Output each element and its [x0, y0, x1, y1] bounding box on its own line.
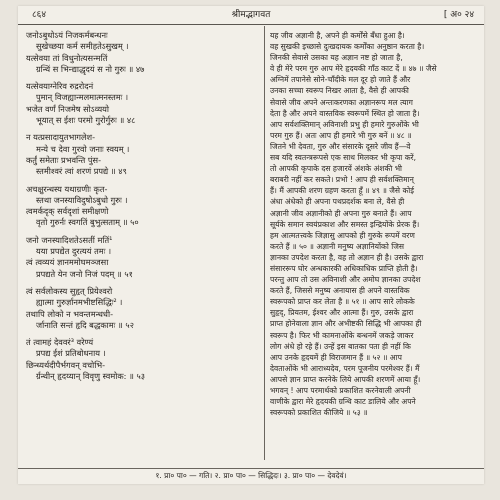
- verse-line: छिन्ध्यर्थदीपैर्भगवन् वचोभि-: [26, 359, 106, 370]
- verse-line: त्वं सर्वलोकस्य सुहृत् प्रियेश्वरो: [26, 285, 113, 296]
- verse-line: कर्तुं समेताः प्रभवन्ति पुंस-: [26, 154, 102, 165]
- chapter-marker: [ अ० २४: [443, 10, 474, 20]
- book-page: [18, 6, 484, 484]
- verse-52: [26, 286, 258, 331]
- verse-line: ग्रन्थिं स भिन्द्याद्धृदयं स नो गुरुः ॥ ४७: [36, 63, 145, 74]
- translation-line: हम आत्मतत्त्वके जिज्ञासु आपको ही गुरुके रूपमें वरण: [270, 230, 415, 240]
- verse-line: प्रपद्यते येन जनो निजं पदम् ॥ ५१: [36, 268, 133, 279]
- translation-line: जिनकी सेवासे उसका यह अज्ञान नष्ट हो जाता है,: [270, 53, 403, 63]
- verse-line: ह्यात्मा गुरुर्ज्ञानमभीष्टसिद्धिः² ।: [36, 297, 123, 308]
- verse-line: तथापि लोको न भवन्तमन्धधी-: [26, 308, 114, 319]
- verse-line: मन्ये च देवा गुरवो जनाः स्वयम् ।: [36, 143, 130, 154]
- translation-line: तो आपकी कृपाके दस हजारवें अंशके अंशकी भी: [270, 164, 403, 174]
- translation-line: जितने भी देवता, गुरु और संसारके दूसरे जीव हैं—वे: [270, 141, 411, 151]
- translation-line: करते हैं ॥ ५० ॥ अज्ञानी मनुष्य अज्ञानियोंको जिस: [270, 241, 404, 251]
- verse-line: न यत्प्रसादायुतभागलेश-: [26, 132, 96, 143]
- verse-line: प्रपद्य ईशं प्रतिबोधनाय ।: [36, 348, 106, 359]
- book-title: श्रीमद्भागवत: [231, 10, 271, 20]
- translation-line: प्राप्त होनेवाला ज्ञान और अभीष्टकी सिद्धि भी आपका ही: [270, 319, 422, 329]
- verse-line: अचक्षुरन्धस्य यथाग्रणीः कृत-: [26, 183, 108, 194]
- translation-line: करते हैं, जिससे मनुष्य अनायास ही अपने वास्तविक: [270, 286, 410, 296]
- verse-line: र्ग्रन्थीन् हृदय्यान् विवृणु स्वमोक: ॥ ५३: [36, 371, 146, 382]
- verse-line: त्वं त्वव्ययं ज्ञानममोघमञ्जसा: [26, 257, 109, 268]
- translation-line: आपसे ज्ञान प्राप्त करनेके लिये आपकी शरणमें आया हूँ।: [270, 374, 421, 384]
- verse-53: [26, 337, 258, 382]
- verse-line: यत्सेवयाग्नेरिव रुद्ररोदनं: [26, 81, 94, 92]
- translation-line: अंधा अंधेको ही अपना पथप्रदर्शक बना ले, वैसे ही: [270, 197, 405, 207]
- translation-line: भगवन् ! आप परमार्थको प्रकाशित करनेवाली अपनी: [270, 386, 411, 395]
- translation-line: देता है और अपने वास्तविक स्वरूपमें स्थित हो जाता है।: [270, 108, 420, 118]
- translation-line: परम गुरु हैं। अतः आप ही हमारे भी गुरु बनें ॥ ४८ ॥: [270, 130, 412, 140]
- translation-line: वह सुखकी इच्छासे दुःखदायक कर्मोंका अनुष्ठान करता है।: [270, 42, 425, 52]
- translation-line: वाणीके द्वारा मेरे हृदयकी ग्रन्थि काट डालिये और अपने: [270, 397, 416, 407]
- translation-line: देवताओंके भी आराध्यदेव, परम पूजनीय परमेश्वर हैं। मैं: [270, 363, 420, 373]
- translation-line: स्वरूपको प्रकाशित कीजिये ॥ ५३ ॥: [270, 408, 368, 418]
- translation-line: लोग अंधे हो रहे हैं। उन्हें इस बातका पता ही नहीं कि: [270, 341, 411, 351]
- verse-49: [26, 132, 258, 177]
- translation-line: संसाररूप घोर अन्धकारकी अधिकाधिक प्राप्ति होती है।: [270, 263, 418, 273]
- verse-line: जनो जनस्यादिशतेऽसतीं मतिं¹: [26, 234, 113, 245]
- verse-50: [26, 184, 258, 229]
- page-header: [18, 6, 484, 25]
- verse-51: [26, 235, 258, 280]
- verse-line: स्तथा जनस्याविदुषोऽबुधो गुरुः ।: [36, 194, 128, 205]
- page-number: ८६४: [32, 10, 47, 20]
- verse-line: सुखेच्छया कर्म समीहतेऽसुखम् ।: [36, 41, 129, 52]
- verse-48: [26, 81, 258, 126]
- translation-line: वे ही मेरे परम गुरु आप मेरे हृदयकी गाँठ काट दें ॥ ४७ ॥ जैसे: [270, 64, 437, 74]
- verse-line: तं त्वामहं देववरं³ वरेण्यं: [26, 337, 94, 348]
- translation-line: बराबरी नहीं कर सकते। प्रभो ! आप ही सर्वशक्तिमान्: [270, 175, 414, 185]
- verse-line: वृतो गुरुर्नः स्वगतिं बुभुत्सताम् ॥ ५०: [36, 217, 139, 228]
- footnotes: १. प्रा० पा० — गति। २. प्रा० पा० — सिद्धिदः। ३. प्रा० पा० — देवदेवं।: [18, 468, 484, 483]
- verse-line: र्जानाति सन्तं हृदि बद्धकामः ॥ ५२: [36, 319, 134, 330]
- verse-line: जनोऽबुधोऽयं निजकर्मबन्धनः: [26, 30, 108, 40]
- sanskrit-verses: [26, 30, 258, 460]
- translation-line: स्वरूप है। फिर भी कामनाओंके बन्धनमें जकड़े जाकर: [270, 330, 414, 340]
- translation-line: हैं। मैं आपकी शरण ग्रहण करता हूँ ॥ ४९ ॥ जैसे कोई: [270, 186, 414, 196]
- verse-line: भूयात् स ईशः परमो गुरोर्गुरुः ॥ ४८: [36, 115, 136, 126]
- verse-line: स्तमीश्वरं त्वां शरणं प्रपद्ये ॥ ४९: [36, 166, 127, 177]
- verse-line: यया प्रपद्येत दुरत्ययं तमः ।: [36, 246, 112, 257]
- translation-line: अग्निमें तपानेसे सोने-चाँदीके मल दूर हो जाते हैं और: [270, 75, 411, 85]
- hindi-translation: [270, 30, 478, 460]
- verse-line: त्वमर्कदृक् सर्वदृशां समीक्षणो: [26, 206, 109, 217]
- translation-line: परन्तु आप तो उस अविनाशी और अमोघ ज्ञानका उपदेश: [270, 275, 421, 285]
- verse-line: यत्सेवया तां विधुनोत्यसन्मतिं: [26, 52, 108, 63]
- translation-line: आप उनके हृदयमें ही विराजमान हैं ॥ ५२ ॥ आप: [270, 352, 402, 362]
- verse-line: भजेत वर्णं निजमेष सोऽव्ययो: [26, 103, 110, 114]
- verse-line: पुमान् विजह्यान्मलमात्मनस्तमः ।: [36, 92, 129, 103]
- column-divider: [264, 26, 265, 460]
- translation-line: सुहृद्, प्रियतम, ईश्वर और आत्मा हैं। गुरु, उसके द्वारा: [270, 308, 414, 318]
- translation-line: सूर्यके समान स्वयंप्रकाश और समस्त इन्द्रियोंके प्रेरक हैं।: [270, 219, 420, 229]
- translation-line: स्वरूपको प्राप्त कर लेता है ॥ ५१ ॥ आप सारे लोकके: [270, 297, 415, 307]
- translation-line: सब यदि स्वतन्त्ररूपसे एक साथ मिलकर भी कृपा करें,: [270, 153, 417, 163]
- translation-line: यह जीव अज्ञानी है, अपने ही कर्मोंसे बँधा हुआ है।: [270, 31, 405, 40]
- translation-line: उनका सच्चा स्वरूप निखर आता है, वैसे ही आपकी: [270, 86, 409, 96]
- verse-47: [26, 30, 258, 75]
- translation-line: ज्ञानका उपदेश करता है, वह तो अज्ञान ही है। उसके द्वारा: [270, 252, 424, 262]
- content-columns: [26, 30, 478, 460]
- translation-line: सेवासे जीव अपने अन्तःकरणका अज्ञानरूप मल त्याग: [270, 97, 413, 107]
- translation-line: आप सर्वशक्तिमान् अविनाशी प्रभु ही हमारे गुरुओंके भी: [270, 119, 419, 129]
- translation-line: अज्ञानी जीव अज्ञानीको ही अपना गुरु बनाते हैं। आप: [270, 208, 412, 218]
